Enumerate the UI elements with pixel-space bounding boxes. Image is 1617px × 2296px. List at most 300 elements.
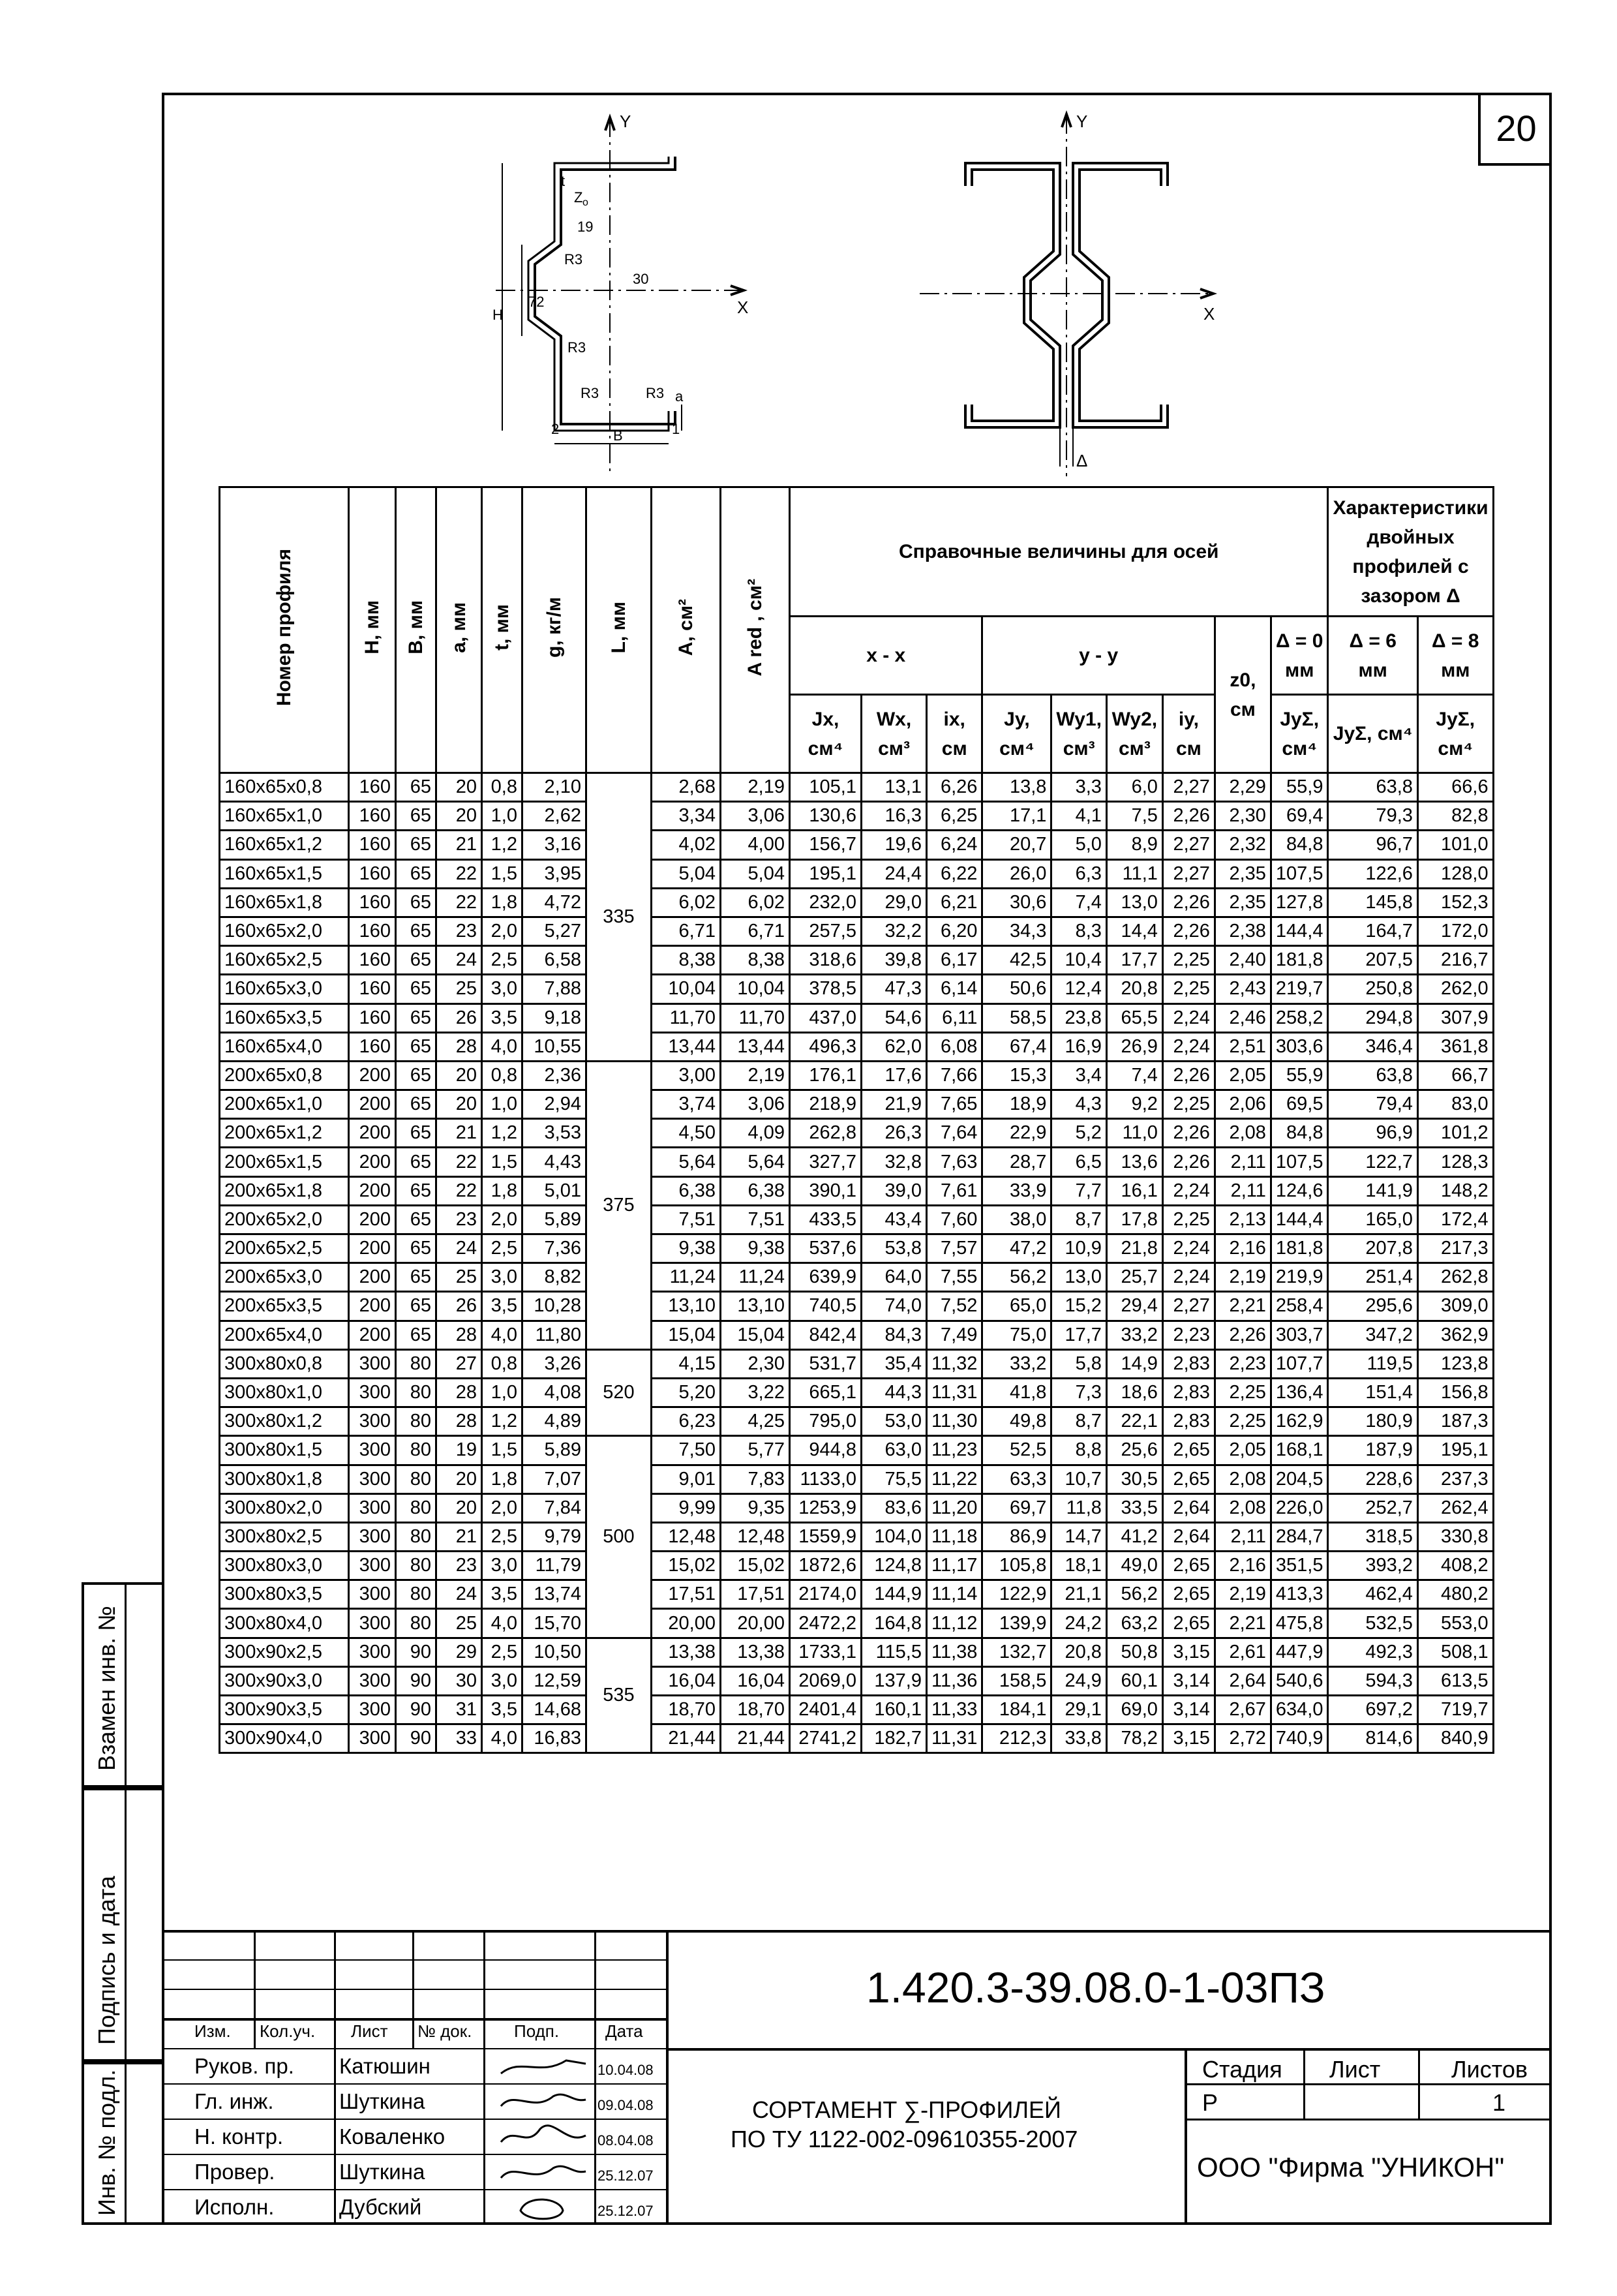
- name-3: Шуткина: [339, 2160, 425, 2184]
- signature-date-cell: [82, 1788, 164, 2062]
- cell-t: 1,5: [482, 859, 522, 888]
- cell-g: 2,94: [522, 1090, 586, 1119]
- cell-b: 80: [396, 1522, 436, 1551]
- cell-jy: 65,0: [982, 1292, 1051, 1321]
- cell-h: 200: [349, 1263, 396, 1292]
- svg-text:a: a: [675, 388, 684, 405]
- cell-jys6: 532,5: [1328, 1609, 1417, 1638]
- cell-b: 90: [396, 1696, 436, 1724]
- cell-ared: 5,64: [721, 1148, 790, 1176]
- cell-area: 6,71: [652, 917, 721, 945]
- svg-text:R3: R3: [646, 385, 665, 401]
- cell-name: 160x65x4,0: [220, 1032, 349, 1061]
- double-profile-drawing: [920, 114, 1213, 476]
- cell-g: 4,89: [522, 1407, 586, 1436]
- cell-wy2: 13,6: [1106, 1148, 1162, 1176]
- cell-jy: 34,3: [982, 917, 1051, 945]
- cell-a: 27: [436, 1349, 482, 1378]
- cell-jys8: 82,8: [1417, 802, 1493, 831]
- cell-iy: 2,83: [1162, 1407, 1215, 1436]
- cell-area: 9,38: [652, 1234, 721, 1263]
- cell-jys6: 141,9: [1328, 1176, 1417, 1205]
- cell-jx: 232,0: [790, 888, 862, 917]
- cell-wy2: 49,0: [1106, 1552, 1162, 1580]
- cell-jys0: 144,4: [1271, 917, 1328, 945]
- cell-z0: 2,25: [1215, 1378, 1271, 1407]
- cell-area: 5,64: [652, 1148, 721, 1176]
- cell-t: 2,0: [482, 917, 522, 945]
- cell-area: 16,04: [652, 1666, 721, 1695]
- cell-ared: 11,70: [721, 1003, 790, 1032]
- cell-jys0: 303,7: [1271, 1321, 1328, 1349]
- table-row: [220, 1032, 1494, 1061]
- cell-jys0: 84,8: [1271, 1119, 1328, 1148]
- cell-wy2: 6,0: [1106, 773, 1162, 802]
- cell-wy2: 56,2: [1106, 1580, 1162, 1609]
- name-1: Шуткина: [339, 2089, 425, 2113]
- cell-jys0: 107,7: [1271, 1349, 1328, 1378]
- cell-jys6: 187,9: [1328, 1436, 1417, 1465]
- cell-ix: 11,17: [927, 1552, 982, 1580]
- cell-wx: 63,0: [862, 1436, 927, 1465]
- cell-h: 200: [349, 1061, 396, 1090]
- cell-iy: 2,83: [1162, 1378, 1215, 1407]
- cell-wx: 144,9: [862, 1580, 927, 1609]
- cell-iy: 2,64: [1162, 1493, 1215, 1522]
- cell-wy2: 78,2: [1106, 1724, 1162, 1753]
- svg-text:R3: R3: [581, 385, 599, 401]
- cell-wy1: 3,4: [1051, 1061, 1106, 1090]
- cell-name: 160x65x1,5: [220, 859, 349, 888]
- cell-g: 3,16: [522, 831, 586, 859]
- cell-ared: 12,48: [721, 1522, 790, 1551]
- svg-text:Z: Z: [574, 189, 583, 206]
- cell-wy1: 8,3: [1051, 917, 1106, 945]
- cell-jys0: 107,5: [1271, 1148, 1328, 1176]
- cell-a: 33: [436, 1724, 482, 1753]
- header-jys-6: JyΣ, см⁴: [1328, 695, 1417, 773]
- cell-iy: 2,24: [1162, 1176, 1215, 1205]
- cell-t: 2,5: [482, 1638, 522, 1666]
- cell-wx: 182,7: [862, 1724, 927, 1753]
- cell-g: 9,18: [522, 1003, 586, 1032]
- cell-b: 80: [396, 1580, 436, 1609]
- header-yy: y - y: [982, 617, 1215, 695]
- cell-jys8: 362,9: [1417, 1321, 1493, 1349]
- cell-wy1: 5,2: [1051, 1119, 1106, 1148]
- sheet-label: Лист: [1329, 2056, 1381, 2083]
- cell-b: 80: [396, 1493, 436, 1522]
- cell-ared: 4,09: [721, 1119, 790, 1148]
- cell-a: 25: [436, 975, 482, 1003]
- cell-a: 28: [436, 1032, 482, 1061]
- cell-name: 160x65x0,8: [220, 773, 349, 802]
- header-area: A, см²: [652, 487, 721, 773]
- cell-jx: 318,6: [790, 946, 862, 975]
- cell-name: 300x80x3,5: [220, 1580, 349, 1609]
- cell-a: 26: [436, 1003, 482, 1032]
- cell-ared: 20,00: [721, 1609, 790, 1638]
- cell-area: 4,15: [652, 1349, 721, 1378]
- header-ref: Справочные величины для осей: [790, 487, 1328, 617]
- cell-wy2: 26,9: [1106, 1032, 1162, 1061]
- cell-b: 65: [396, 1292, 436, 1321]
- cell-a: 24: [436, 946, 482, 975]
- cell-g: 2,36: [522, 1061, 586, 1090]
- table-row: [220, 1263, 1494, 1292]
- cell-h: 160: [349, 773, 396, 802]
- cell-wy1: 8,7: [1051, 1205, 1106, 1234]
- cell-z0: 2,30: [1215, 802, 1271, 831]
- cell-ared: 2,19: [721, 1061, 790, 1090]
- cell-jys6: 697,2: [1328, 1696, 1417, 1724]
- stage-value: Р: [1202, 2089, 1218, 2116]
- cell-t: 3,5: [482, 1292, 522, 1321]
- table-row: [220, 1609, 1494, 1638]
- cell-area: 15,04: [652, 1321, 721, 1349]
- cell-jy: 132,7: [982, 1638, 1051, 1666]
- cell-name: 300x90x4,0: [220, 1724, 349, 1753]
- cell-area: 4,02: [652, 831, 721, 859]
- cell-t: 0,8: [482, 1061, 522, 1090]
- cell-wx: 39,0: [862, 1176, 927, 1205]
- cell-jys0: 136,4: [1271, 1378, 1328, 1407]
- cell-jys0: 162,9: [1271, 1407, 1328, 1436]
- cell-jx: 218,9: [790, 1090, 862, 1119]
- cell-name: 300x80x1,8: [220, 1465, 349, 1493]
- cell-jys0: 124,6: [1271, 1176, 1328, 1205]
- cell-jy: 184,1: [982, 1696, 1051, 1724]
- cell-name: 300x90x3,0: [220, 1666, 349, 1695]
- cell-b: 65: [396, 1321, 436, 1349]
- cell-area: 4,50: [652, 1119, 721, 1148]
- cell-b: 90: [396, 1666, 436, 1695]
- cell-b: 80: [396, 1378, 436, 1407]
- cell-iy: 2,25: [1162, 946, 1215, 975]
- cell-length: 520: [586, 1349, 652, 1436]
- cell-jx: 257,5: [790, 917, 862, 945]
- cell-a: 24: [436, 1580, 482, 1609]
- cell-ix: 7,49: [927, 1321, 982, 1349]
- cell-t: 4,0: [482, 1032, 522, 1061]
- cell-wx: 83,6: [862, 1493, 927, 1522]
- header-iy: iy, см: [1162, 695, 1215, 773]
- cell-jys6: 346,4: [1328, 1032, 1417, 1061]
- cell-jys8: 309,0: [1417, 1292, 1493, 1321]
- cell-b: 65: [396, 802, 436, 831]
- table-row: [220, 1522, 1494, 1551]
- cell-ared: 3,22: [721, 1378, 790, 1407]
- cell-jys0: 181,8: [1271, 1234, 1328, 1263]
- cell-name: 160x65x1,2: [220, 831, 349, 859]
- cell-jys6: 165,0: [1328, 1205, 1417, 1234]
- cell-iy: 2,26: [1162, 802, 1215, 831]
- cell-ix: 6,14: [927, 975, 982, 1003]
- header-g: g, кг/м: [522, 487, 586, 773]
- cell-g: 7,88: [522, 975, 586, 1003]
- cell-h: 300: [349, 1436, 396, 1465]
- cell-wy1: 7,7: [1051, 1176, 1106, 1205]
- header-double: Характеристики двойных профилей с зазором Δ: [1328, 487, 1493, 617]
- cell-iy: 2,26: [1162, 888, 1215, 917]
- header-wy2: Wy2, см³: [1106, 695, 1162, 773]
- cell-name: 300x80x1,0: [220, 1378, 349, 1407]
- cell-ix: 6,21: [927, 888, 982, 917]
- cell-iy: 2,24: [1162, 1263, 1215, 1292]
- cell-h: 300: [349, 1666, 396, 1695]
- cell-g: 7,36: [522, 1234, 586, 1263]
- table-row: [220, 1436, 1494, 1465]
- cell-h: 160: [349, 1003, 396, 1032]
- cell-iy: 2,26: [1162, 1119, 1215, 1148]
- cell-jx: 327,7: [790, 1148, 862, 1176]
- cell-wx: 47,3: [862, 975, 927, 1003]
- table-row: [220, 1666, 1494, 1695]
- cell-wy1: 7,4: [1051, 888, 1106, 917]
- cell-a: 19: [436, 1436, 482, 1465]
- header-l: L, мм: [586, 487, 652, 773]
- cell-ared: 10,04: [721, 975, 790, 1003]
- cell-wy2: 22,1: [1106, 1407, 1162, 1436]
- cell-iy: 2,65: [1162, 1580, 1215, 1609]
- cell-jys6: 96,9: [1328, 1119, 1417, 1148]
- x-axis-label-right: X: [1203, 304, 1215, 324]
- cell-ix: 11,38: [927, 1638, 982, 1666]
- cell-jys0: 55,9: [1271, 773, 1328, 802]
- cell-h: 160: [349, 888, 396, 917]
- cell-name: 160x65x2,0: [220, 917, 349, 945]
- cell-z0: 2,51: [1215, 1032, 1271, 1061]
- header-jys-8: JyΣ, см⁴: [1417, 695, 1493, 773]
- cell-ix: 7,55: [927, 1263, 982, 1292]
- cell-area: 13,38: [652, 1638, 721, 1666]
- cell-wy2: 20,8: [1106, 975, 1162, 1003]
- cell-b: 65: [396, 859, 436, 888]
- table-row: [220, 1407, 1494, 1436]
- cell-jy: 56,2: [982, 1263, 1051, 1292]
- cell-jys8: 152,3: [1417, 888, 1493, 917]
- table-row: [220, 1696, 1494, 1724]
- table-row: [220, 1292, 1494, 1321]
- cell-h: 300: [349, 1580, 396, 1609]
- cell-ix: 11,32: [927, 1349, 982, 1378]
- cell-area: 13,10: [652, 1292, 721, 1321]
- cell-iy: 3,14: [1162, 1696, 1215, 1724]
- cell-jys8: 217,3: [1417, 1234, 1493, 1263]
- cell-b: 80: [396, 1349, 436, 1378]
- x-axis-label-left: X: [737, 298, 749, 317]
- cell-jx: 1253,9: [790, 1493, 862, 1522]
- cell-name: 200x65x1,8: [220, 1176, 349, 1205]
- cell-h: 300: [349, 1638, 396, 1666]
- cell-wy2: 65,5: [1106, 1003, 1162, 1032]
- cell-jy: 67,4: [982, 1032, 1051, 1061]
- table-row: [220, 1580, 1494, 1609]
- cell-ared: 21,44: [721, 1724, 790, 1753]
- cell-jys8: 187,3: [1417, 1407, 1493, 1436]
- cell-t: 3,5: [482, 1003, 522, 1032]
- cell-name: 200x65x2,5: [220, 1234, 349, 1263]
- header-b: B, мм: [396, 487, 436, 773]
- cell-area: 6,02: [652, 888, 721, 917]
- cell-t: 1,8: [482, 1176, 522, 1205]
- cell-jys8: 237,3: [1417, 1465, 1493, 1493]
- cell-length: 500: [586, 1436, 652, 1638]
- replace-inv-cell: [82, 1582, 164, 1788]
- cell-ix: 7,64: [927, 1119, 982, 1148]
- cell-jys8: 262,4: [1417, 1493, 1493, 1522]
- cell-length: 335: [586, 773, 652, 1062]
- cell-g: 11,80: [522, 1321, 586, 1349]
- cell-jy: 26,0: [982, 859, 1051, 888]
- cell-jys8: 128,0: [1417, 859, 1493, 888]
- date-2: 08.04.08: [597, 2132, 654, 2149]
- cell-iy: 2,24: [1162, 1032, 1215, 1061]
- cell-jys0: 69,4: [1271, 802, 1328, 831]
- cell-wx: 44,3: [862, 1378, 927, 1407]
- cell-jy: 22,9: [982, 1119, 1051, 1148]
- cell-jys6: 295,6: [1328, 1292, 1417, 1321]
- cell-jys8: 128,3: [1417, 1148, 1493, 1176]
- cell-name: 200x65x3,5: [220, 1292, 349, 1321]
- cell-wx: 39,8: [862, 946, 927, 975]
- cell-wy1: 6,5: [1051, 1148, 1106, 1176]
- cell-jy: 75,0: [982, 1321, 1051, 1349]
- cell-b: 65: [396, 888, 436, 917]
- cell-ared: 4,00: [721, 831, 790, 859]
- cell-a: 28: [436, 1407, 482, 1436]
- cell-jys0: 413,3: [1271, 1580, 1328, 1609]
- svg-text:72: 72: [528, 294, 545, 310]
- cell-t: 1,5: [482, 1436, 522, 1465]
- cell-iy: 2,24: [1162, 1234, 1215, 1263]
- cell-wx: 13,1: [862, 773, 927, 802]
- cell-jx: 390,1: [790, 1176, 862, 1205]
- cell-z0: 2,08: [1215, 1493, 1271, 1522]
- cell-ix: 7,61: [927, 1176, 982, 1205]
- header-name: Номер профиля: [220, 487, 349, 773]
- cell-h: 300: [349, 1609, 396, 1638]
- cell-b: 65: [396, 1119, 436, 1148]
- cell-area: 12,48: [652, 1522, 721, 1551]
- cell-g: 14,68: [522, 1696, 586, 1724]
- cell-jys6: 318,5: [1328, 1522, 1417, 1551]
- cell-jys8: 840,9: [1417, 1724, 1493, 1753]
- cell-t: 1,2: [482, 831, 522, 859]
- cell-name: 300x80x0,8: [220, 1349, 349, 1378]
- cell-iy: 2,26: [1162, 917, 1215, 945]
- date-0: 10.04.08: [597, 2062, 654, 2078]
- cell-iy: 3,15: [1162, 1638, 1215, 1666]
- cell-a: 20: [436, 1090, 482, 1119]
- cell-jys0: 107,5: [1271, 859, 1328, 888]
- cell-jys0: 634,0: [1271, 1696, 1328, 1724]
- cell-wx: 53,0: [862, 1407, 927, 1436]
- cell-wx: 17,6: [862, 1061, 927, 1090]
- cell-wy1: 24,2: [1051, 1609, 1106, 1638]
- cell-wx: 124,8: [862, 1552, 927, 1580]
- cell-a: 23: [436, 917, 482, 945]
- cell-jys6: 228,6: [1328, 1465, 1417, 1493]
- cell-t: 1,8: [482, 1465, 522, 1493]
- cell-jx: 1733,1: [790, 1638, 862, 1666]
- cell-wy2: 14,9: [1106, 1349, 1162, 1378]
- cell-g: 12,59: [522, 1666, 586, 1695]
- cell-b: 65: [396, 917, 436, 945]
- cell-jx: 176,1: [790, 1061, 862, 1090]
- cell-area: 10,04: [652, 975, 721, 1003]
- cell-ared: 13,38: [721, 1638, 790, 1666]
- cell-z0: 2,11: [1215, 1148, 1271, 1176]
- cell-wy1: 4,1: [1051, 802, 1106, 831]
- cell-wy2: 60,1: [1106, 1666, 1162, 1695]
- cell-iy: 2,27: [1162, 831, 1215, 859]
- cell-h: 300: [349, 1407, 396, 1436]
- cell-wy2: 41,2: [1106, 1522, 1162, 1551]
- cell-g: 11,79: [522, 1552, 586, 1580]
- cell-wy1: 13,0: [1051, 1263, 1106, 1292]
- cell-ared: 5,04: [721, 859, 790, 888]
- cell-z0: 2,43: [1215, 975, 1271, 1003]
- cell-z0: 2,29: [1215, 773, 1271, 802]
- title-line-1: СОРТАМЕНТ ∑-ПРОФИЛЕЙ: [752, 2096, 1061, 2123]
- cell-h: 200: [349, 1205, 396, 1234]
- cell-jy: 17,1: [982, 802, 1051, 831]
- cell-ix: 6,17: [927, 946, 982, 975]
- cell-ared: 3,06: [721, 1090, 790, 1119]
- cell-z0: 2,35: [1215, 888, 1271, 917]
- cell-wy1: 5,8: [1051, 1349, 1106, 1378]
- cell-ix: 6,22: [927, 859, 982, 888]
- cell-wy1: 11,8: [1051, 1493, 1106, 1522]
- cell-g: 15,70: [522, 1609, 586, 1638]
- cell-jys8: 101,0: [1417, 831, 1493, 859]
- cell-wy1: 5,0: [1051, 831, 1106, 859]
- cell-a: 28: [436, 1378, 482, 1407]
- cell-area: 20,00: [652, 1609, 721, 1638]
- cell-area: 18,70: [652, 1696, 721, 1724]
- cell-jys0: 226,0: [1271, 1493, 1328, 1522]
- cell-ix: 11,31: [927, 1724, 982, 1753]
- header-jy: Jy, см⁴: [982, 695, 1051, 773]
- table-row: [220, 1378, 1494, 1407]
- cell-jy: 50,6: [982, 975, 1051, 1003]
- table-row: [220, 975, 1494, 1003]
- cell-z0: 2,19: [1215, 1263, 1271, 1292]
- cell-b: 90: [396, 1724, 436, 1753]
- cell-g: 5,01: [522, 1176, 586, 1205]
- cell-h: 300: [349, 1522, 396, 1551]
- cell-jys8: 719,7: [1417, 1696, 1493, 1724]
- cell-wy2: 30,5: [1106, 1465, 1162, 1493]
- cell-ared: 6,02: [721, 888, 790, 917]
- cell-name: 300x90x3,5: [220, 1696, 349, 1724]
- cell-wy1: 6,3: [1051, 859, 1106, 888]
- table-row: [220, 1205, 1494, 1234]
- cell-wy2: 63,2: [1106, 1609, 1162, 1638]
- cell-z0: 2,46: [1215, 1003, 1271, 1032]
- cell-b: 65: [396, 1205, 436, 1234]
- header-ared: A red , см²: [721, 487, 790, 773]
- cell-jys8: 101,2: [1417, 1119, 1493, 1148]
- cell-ared: 9,38: [721, 1234, 790, 1263]
- cell-t: 1,0: [482, 1090, 522, 1119]
- name-0: Катюшин: [339, 2054, 431, 2078]
- cell-wy2: 11,0: [1106, 1119, 1162, 1148]
- cell-z0: 2,05: [1215, 1436, 1271, 1465]
- cell-g: 3,26: [522, 1349, 586, 1378]
- cell-jys6: 347,2: [1328, 1321, 1417, 1349]
